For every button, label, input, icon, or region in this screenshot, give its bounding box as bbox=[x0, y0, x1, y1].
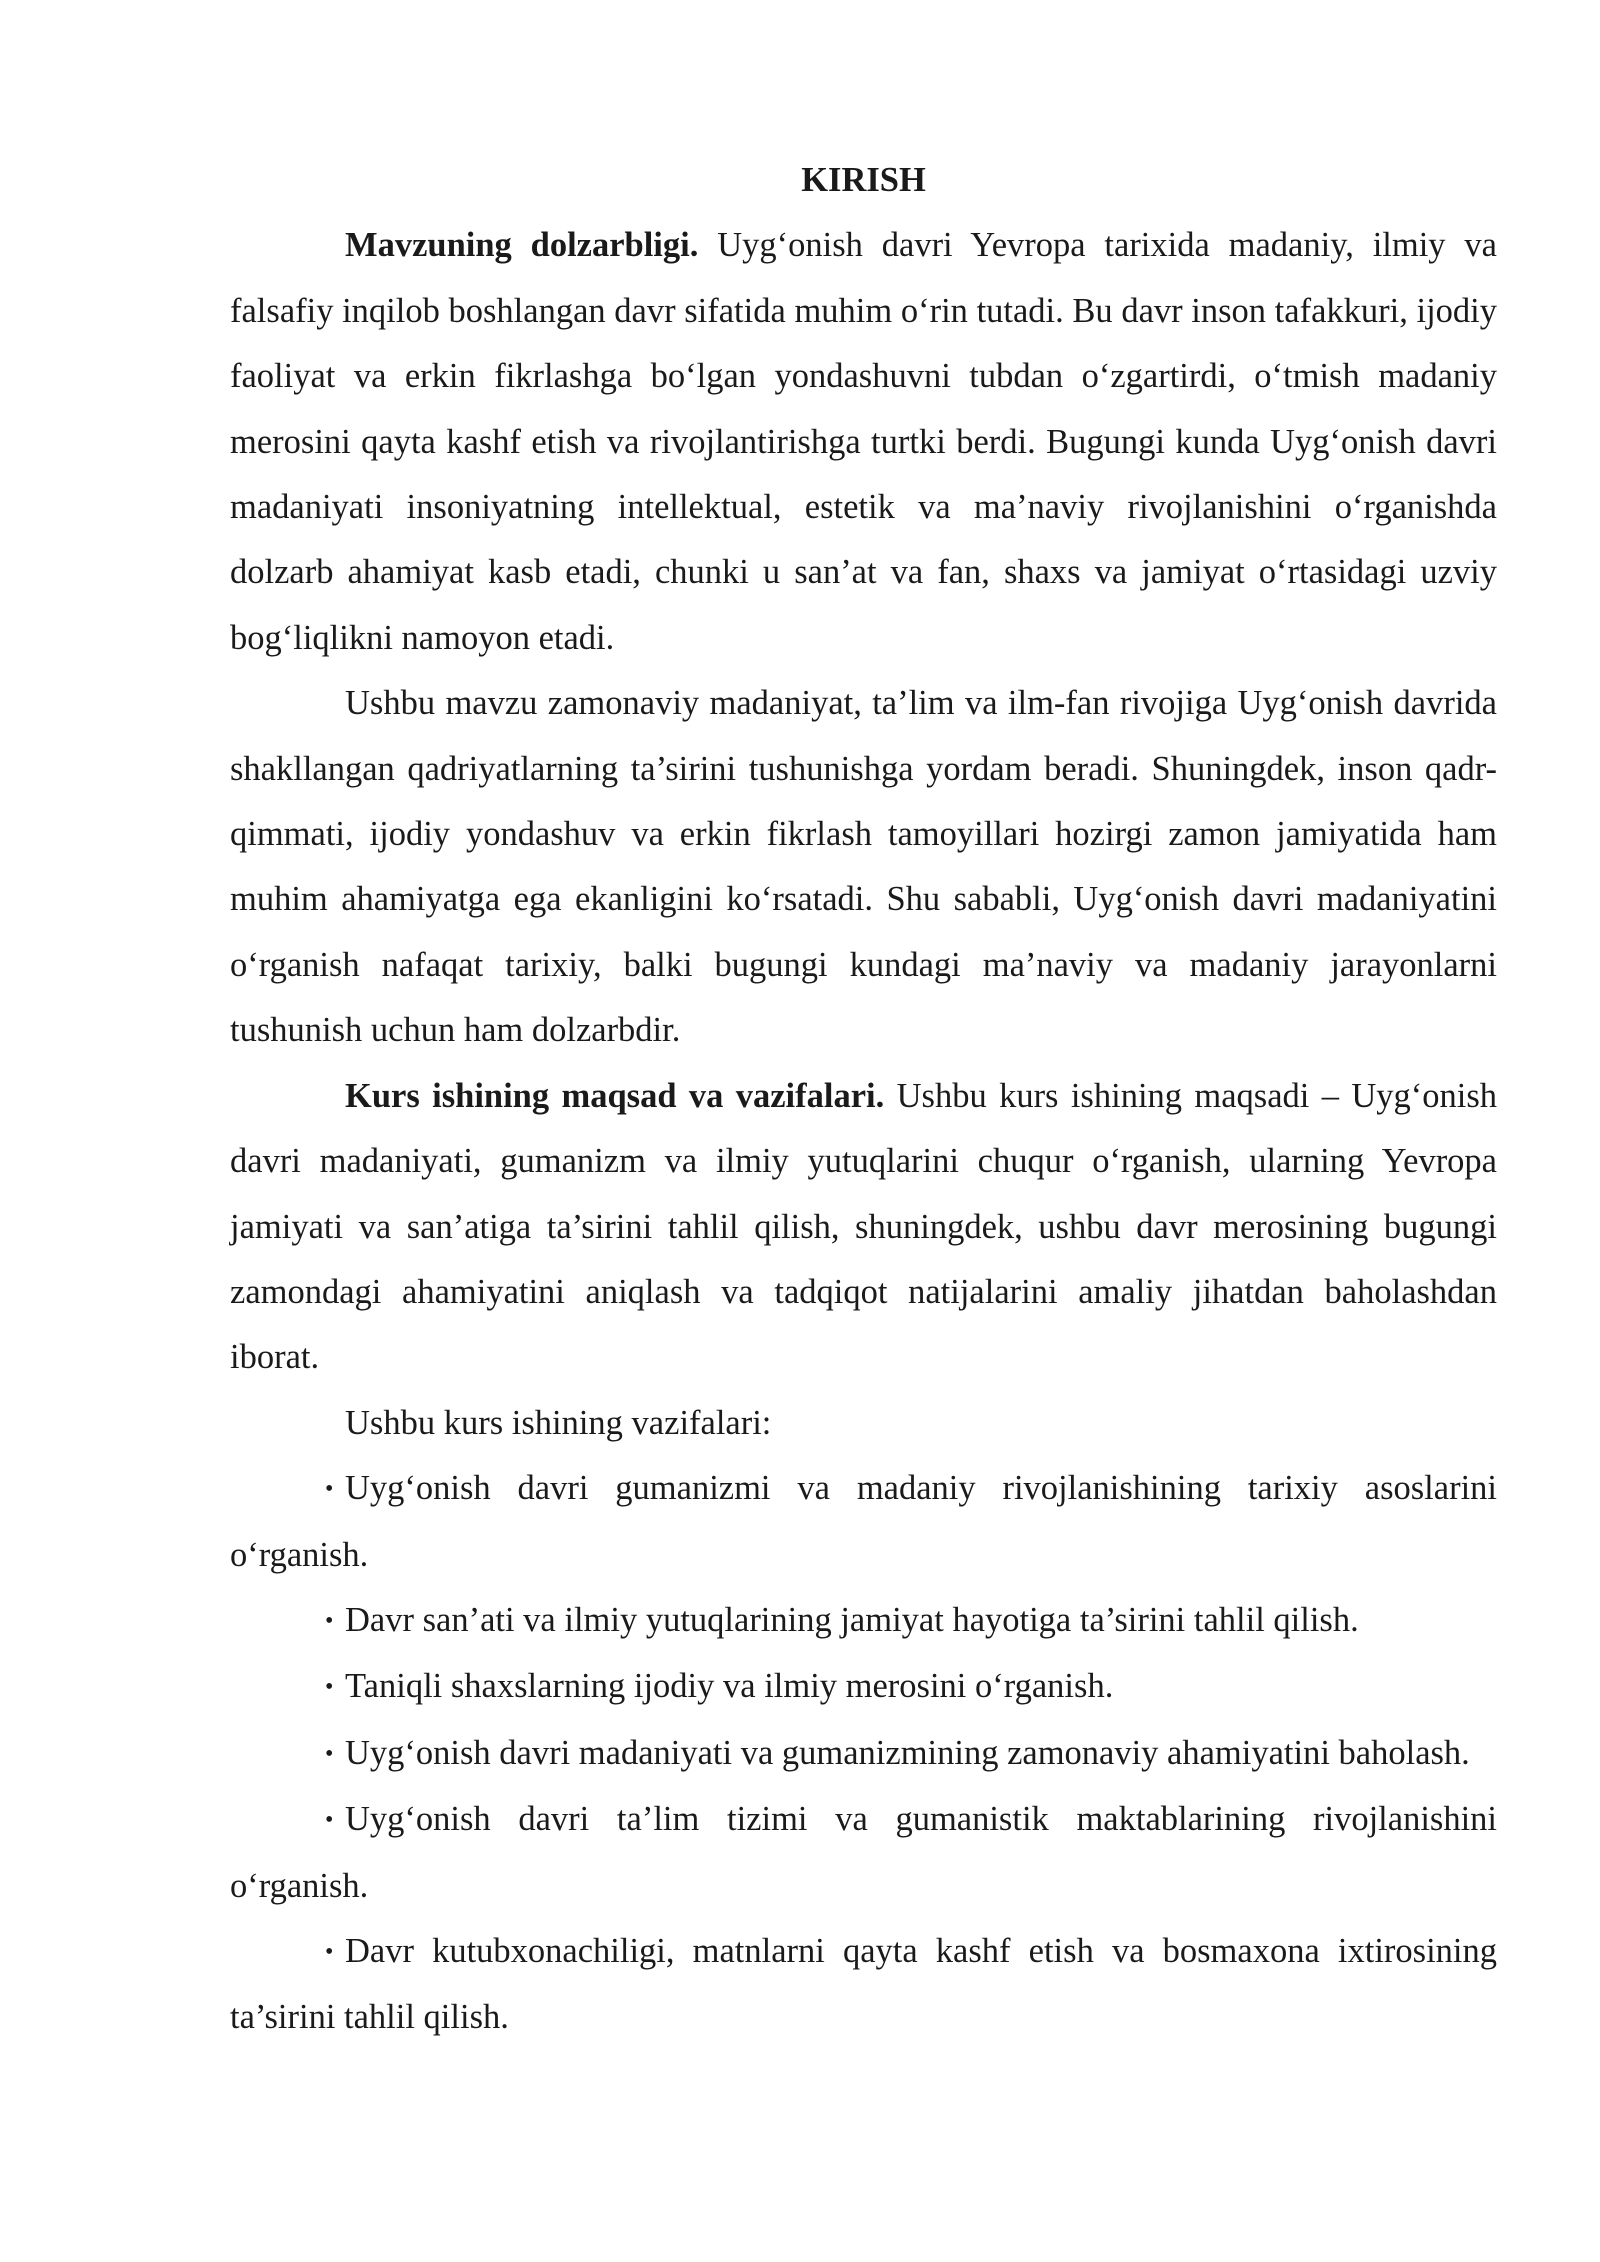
bullet-icon: • bbox=[325, 1740, 334, 1767]
paragraph-goals bbox=[230, 1064, 1497, 1391]
list-item-text: Uyg‘onish davri gumanizmi va madaniy rivojlanishining tarixiy asoslarini o‘rganish. bbox=[230, 1469, 1497, 1574]
paragraph-topic-importance bbox=[230, 671, 1497, 1063]
paragraph-text: Uyg‘onish davri Yevropa tarixida madaniy, ilmiy va falsafiy inqilob boshlangan davr sifatida muhim o‘rin tutadi. Bu davr inson tafakkuri, ijodiy faoliyat va erkin fikrlashga bo‘lgan yondashuvni tubdan o‘zgartirdi, o‘tmish madaniy merosini qayta kashf etish va rivojlantirishga turtki berdi. Bugungi kunda Uyg‘onish davri madaniyati insoniyatning intellektual, estetik va ma’naviy rivojlanishini o‘rganishda dolzarb ahamiyat kasb etadi, chunki u san’at va fan, shaxs va jamiyat o‘rtasidagi uzviy bog‘liqlikni namoyon etadi. bbox=[230, 226, 1497, 657]
list-item-text: Davr kutubxonachiligi, matnlarni qayta kashf etish va bosmaxona ixtirosining ta’sirini tahlil qilish. bbox=[230, 1931, 1497, 2037]
document-title: KIRISH bbox=[801, 161, 926, 199]
task-list bbox=[230, 1456, 1497, 2051]
paragraph-relevance bbox=[230, 213, 1497, 671]
paragraph-lead: Kurs ishining maqsad va vazifalari. bbox=[345, 1076, 885, 1115]
list-item bbox=[230, 1721, 1497, 1787]
paragraph-text: Ushbu kurs ishining vazifalari: bbox=[345, 1403, 772, 1442]
list-item bbox=[230, 1787, 1497, 1919]
list-item bbox=[230, 1919, 1497, 2051]
bullet-icon: • bbox=[325, 1476, 334, 1503]
list-item-text: Uyg‘onish davri ta’lim tizimi va gumanistik maktablarining rivojlanishini o‘rganish. bbox=[230, 1800, 1497, 1905]
document-page bbox=[230, 148, 1497, 2051]
bullet-icon: • bbox=[325, 1807, 334, 1834]
paragraph-text: Ushbu kurs ishining maqsadi – Uyg‘onish davri madaniyati, gumanizm va ilmiy yutuqlarini chuqur o‘rganish, ularning Yevropa jamiyati va san’atiga ta’sirini tahlil qilish, shuningdek, ushbu davr merosining bugungi zamondagi ahamiyatini aniqlash va tadqiqot natijalarini amaliy jihatdan baholashdan iborat. bbox=[230, 1076, 1497, 1377]
list-item-text: Uyg‘onish davri madaniyati va gumanizmining zamonaviy ahamiyatini baholash. bbox=[345, 1733, 1470, 1772]
list-item bbox=[230, 1588, 1497, 1654]
list-item bbox=[230, 1456, 1497, 1588]
paragraph-tasks-intro bbox=[230, 1391, 1497, 1456]
bullet-icon: • bbox=[325, 1674, 334, 1701]
bullet-icon: • bbox=[325, 1938, 334, 1965]
bullet-icon: • bbox=[325, 1607, 334, 1634]
paragraph-text: Ushbu mavzu zamonaviy madaniyat, ta’lim va ilm-fan rivojiga Uyg‘onish davrida shakllangan qadriyatlarning ta’sirini tushunishga yordam beradi. Shuningdek, inson qadr-qimmati, ijodiy yondashuv va erkin fikrlash tamoyillari hozirgi zamon jamiyatida ham muhim ahamiyatga ega ekanligini ko‘rsatadi. Shu sababli, Uyg‘onish davri madaniyatini o‘rganish nafaqat tarixiy, balki bugungi kundagi ma’naviy va madaniy jarayonlarni tushunish uchun ham dolzarbdir. bbox=[230, 684, 1497, 1050]
list-item bbox=[230, 1654, 1497, 1720]
paragraph-lead: Mavzuning dolzarbligi. bbox=[345, 226, 699, 265]
list-item-text: Davr san’ati va ilmiy yutuqlarining jamiyat hayotiga ta’sirini tahlil qilish. bbox=[345, 1600, 1359, 1639]
list-item-text: Taniqli shaxslarning ijodiy va ilmiy merosini o‘rganish. bbox=[345, 1667, 1114, 1706]
